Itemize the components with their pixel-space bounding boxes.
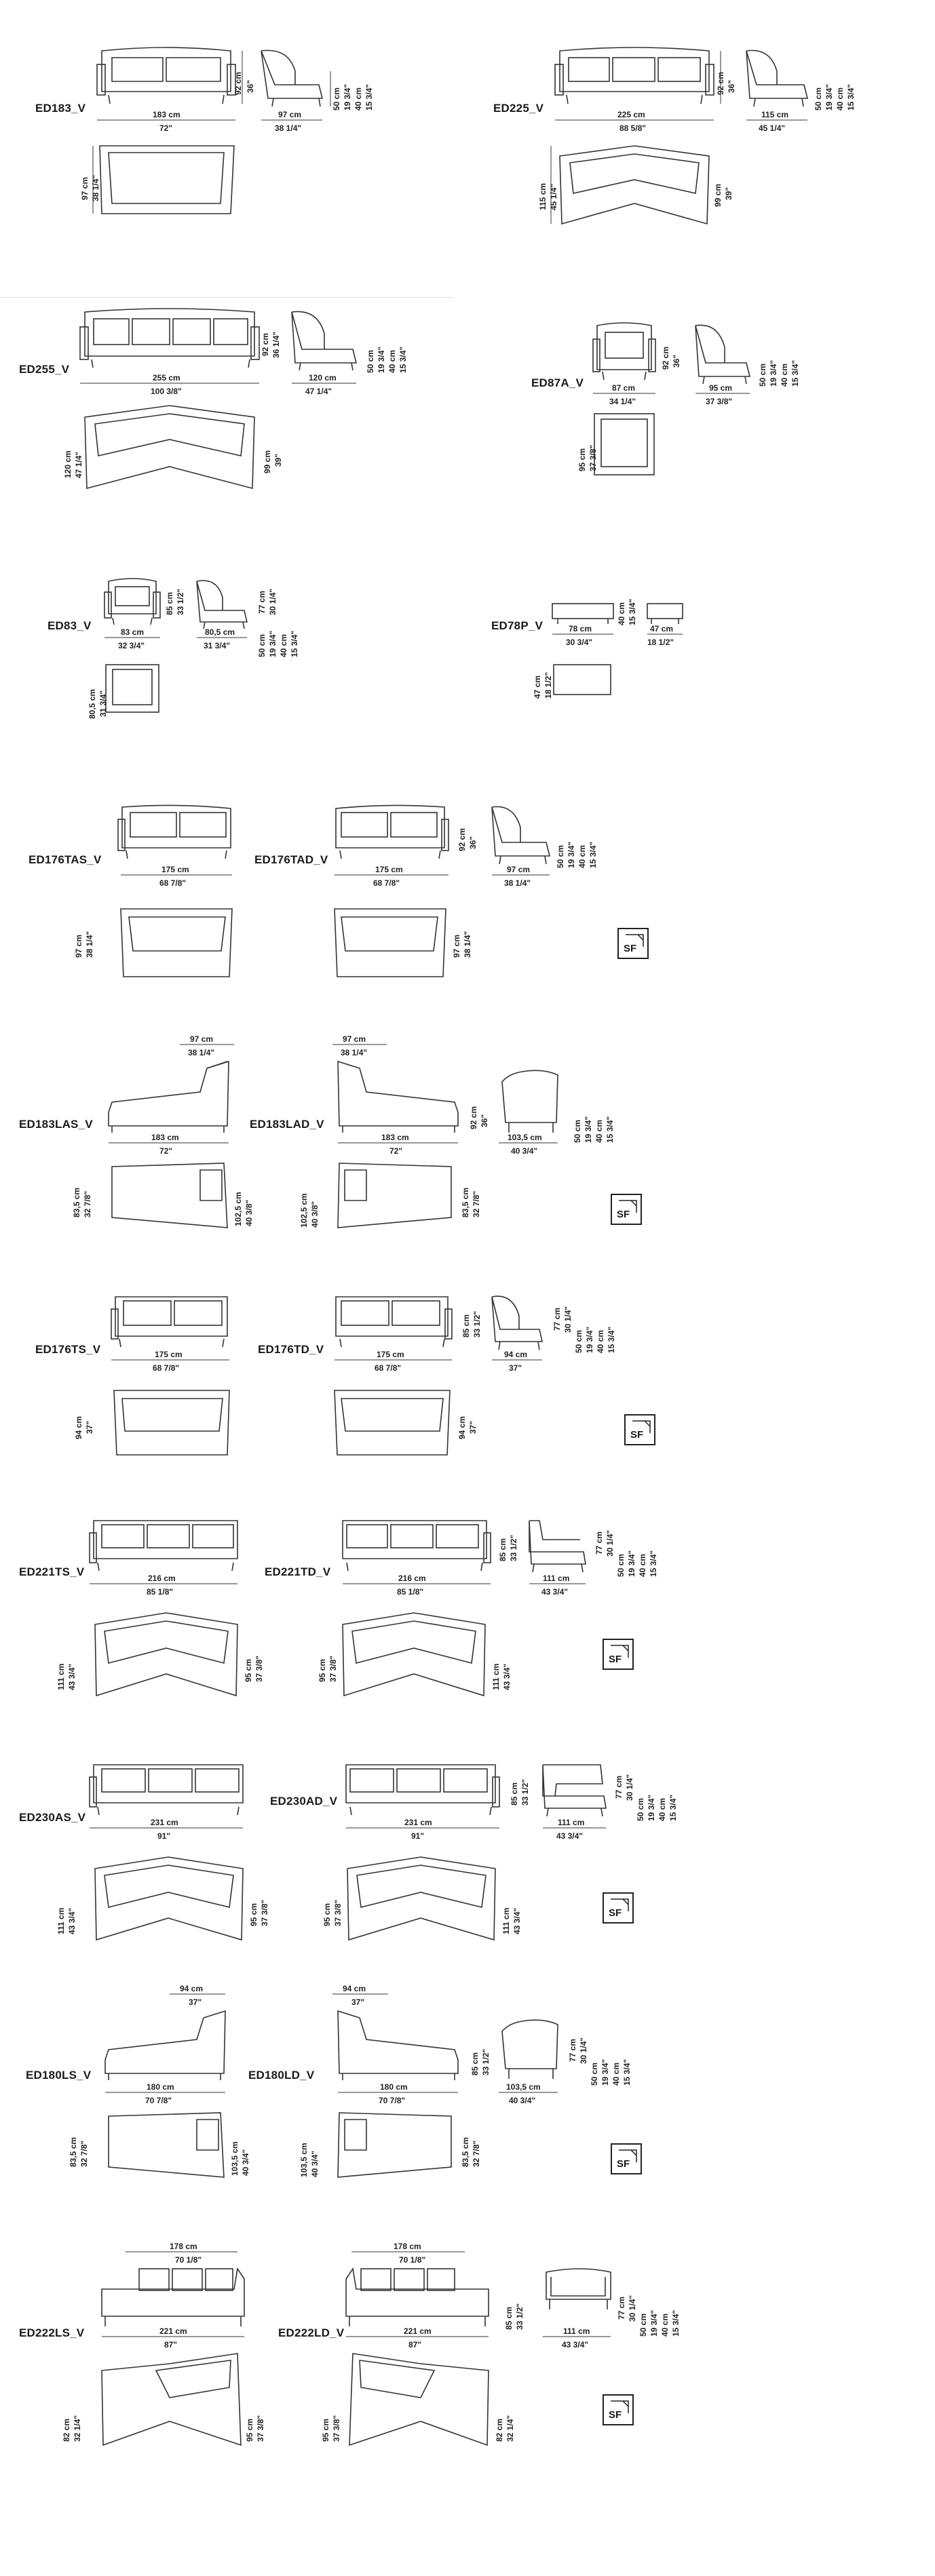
arm-height-cm: 40 cm [835,87,845,111]
seat-height-cm: 50 cm [556,844,565,868]
height-cm: 85 cm [498,1538,508,1561]
seat-height-in: 19 3/4" [649,2309,659,2337]
plan-depth2-cm: 95 cm [244,1658,253,1682]
width-in: 100 3/8" [151,387,182,396]
plan-depth2-cm: 111 cm [491,1663,501,1690]
plan-depth-cm: 97 cm [452,934,461,958]
arm-height-cm: 40 cm [279,633,288,657]
arm-height-in: 15 3/4" [607,1326,616,1353]
ed176tdv-drawing [329,1289,648,1465]
plan-depth1-cm: 120 cm [63,450,73,478]
depth-in: 38 1/4" [275,123,302,133]
seat-height-in: 19 3/4" [585,1326,594,1353]
model-code: ED225_V [493,102,544,115]
plan-depth2-cm: 82 cm [495,2418,504,2442]
plan-depth1-in: 45 1/4" [549,183,558,210]
plan-depth1-cm: 102,5 cm [299,1193,309,1228]
seat-height-in: 19 3/4" [567,841,576,868]
top-width-in: 38 1/4" [188,1048,215,1057]
model-code: ED183_V [35,102,86,115]
width-cm: 255 cm [153,373,180,383]
model-code: ED176TAD_V [254,853,328,866]
height-in: 33 1/2" [515,2303,524,2330]
depth-cm: 97 cm [278,110,302,119]
model-code: ED176TS_V [35,1343,101,1356]
height-cm: 92 cm [469,1106,478,1129]
plan-depth2-in: 40 3/4" [241,2149,250,2176]
plan-depth-in: 38 1/4" [85,931,94,958]
plan-depth1-in: 37 3/8" [333,1899,343,1926]
depth-cm: 47 cm [650,624,674,633]
plan-depth2-cm: 103,5 cm [230,2141,240,2176]
model-code: ED180LD_V [248,2069,315,2082]
depth-in: 47 1/4" [305,387,332,396]
width-in: 87" [408,2340,422,2349]
depth-in: 38 1/4" [504,878,531,888]
ed83v-drawing [88,573,373,736]
seat-height-cm: 50 cm [366,349,375,373]
sf-icon: SF [603,1892,634,1924]
model-code: ED222LS_V [19,2326,85,2339]
plan-depth1-in: 43 3/4" [67,1907,77,1934]
back-height-in: 30 1/4" [625,1774,634,1801]
plan-depth2-cm: 102,5 cm [233,1192,243,1226]
sf-icon: SF [603,2394,634,2425]
arm-height-in: 15 3/4" [668,1794,678,1821]
arm-height-in: 15 3/4" [290,630,299,657]
plan-depth2-cm: 83,5 cm [461,1187,470,1217]
ed180lsv-drawing [68,1984,250,2187]
height-in: 36" [672,354,681,368]
model-code: ED221TD_V [265,1565,331,1578]
seat-height-in: 19 3/4" [769,359,778,387]
top-width-cm: 94 cm [343,1984,366,1993]
seat-height-in: 19 3/4" [824,83,834,111]
seat-height-in: 19 3/4" [377,346,386,373]
ed183v-drawing [80,44,431,234]
ed176tasv-drawing [74,800,237,977]
height-cm: 85 cm [510,1782,519,1806]
arm-height-cm: 40 cm [660,2313,670,2337]
seat-height-cm: 50 cm [814,87,823,111]
height-in: 36" [246,79,255,93]
arm-height-cm: 40 cm [780,363,789,387]
ed87av-drawing [577,319,848,495]
height-cm: 92 cm [661,346,670,370]
plan-depth2-in: 39" [724,187,733,200]
width-in: 68 7/8" [375,1363,402,1373]
width-cm: 231 cm [151,1818,178,1827]
height-cm: 92 cm [233,71,243,95]
depth-in: 40 3/4" [511,1146,538,1156]
back-height-in: 30 1/4" [268,588,278,615]
width-cm: 183 cm [151,1133,179,1142]
width-in: 68 7/8" [153,1363,180,1373]
plan-depth-cm: 95 cm [577,448,587,471]
plan-depth2-in: 32 7/8" [472,2140,481,2167]
back-height-in: 30 1/4" [563,1306,573,1333]
back-height-cm: 77 cm [568,2038,577,2062]
plan-depth1-cm: 95 cm [318,1658,327,1682]
ed176tadv-drawing [329,800,641,977]
seat-height-cm: 50 cm [332,87,341,111]
sf-icon: SF [611,1194,642,1225]
model-code: ED230AS_V [19,1811,86,1824]
plan-depth2-cm: 99 cm [263,450,272,473]
plan-depth-in: 31 3/4" [98,690,108,717]
back-height-cm: 77 cm [617,2296,626,2320]
plan-depth2-in: 37 3/8" [254,1655,264,1682]
height-in: 36" [480,1114,489,1127]
section-divider [0,297,453,298]
depth-cm: 95 cm [709,383,733,393]
model-code: ED78P_V [491,619,543,632]
width-cm: 175 cm [377,1350,404,1359]
plan-depth-cm: 80,5 cm [88,688,97,719]
width-in: 30 3/4" [566,638,593,647]
width-cm: 231 cm [404,1818,432,1827]
plan-depth2-in: 37 3/8" [260,1899,269,1926]
width-cm: 221 cm [404,2326,432,2336]
depth-in: 43 3/4" [556,1831,584,1841]
plan-depth-in: 38 1/4" [463,931,472,958]
plan-depth2-in: 43 3/4" [502,1663,512,1690]
back-height-cm: 77 cm [257,590,267,614]
model-code: ED176TD_V [258,1343,324,1356]
plan-depth1-cm: 83,5 cm [72,1187,81,1217]
sf-icon: SF [617,928,649,959]
width-in: 68 7/8" [373,878,400,888]
plan-depth2-in: 40 3/8" [244,1199,254,1226]
ed78pv-drawing [533,597,752,719]
height-cm: 85 cm [504,2306,514,2330]
model-code: ED83_V [47,619,92,632]
width-cm: 221 cm [159,2326,187,2336]
seat-height-cm: 50 cm [636,1797,645,1821]
plan-depth1-in: 37 3/8" [332,2415,341,2442]
top-width-cm: 178 cm [170,2242,197,2251]
model-code: ED255_V [19,363,70,376]
width-cm: 180 cm [147,2082,174,2092]
depth-cm: 120 cm [309,373,337,383]
width-cm: 175 cm [375,865,403,874]
plan-depth-cm: 97 cm [74,934,83,958]
depth-in: 18 1/2" [647,638,674,647]
plan-depth1-cm: 82 cm [62,2418,71,2442]
height-in: 33 1/2" [481,2048,491,2075]
top-width-in: 70 1/8" [175,2255,202,2265]
arm-height-in: 15 3/4" [605,1116,615,1143]
depth-in: 37 3/8" [706,397,733,406]
arm-height-cm: 40 cm [577,844,587,868]
depth-cm: 80,5 cm [205,627,235,637]
plan-depth1-cm: 83,5 cm [69,2136,78,2167]
arm-height-cm: 40 cm [594,1119,604,1143]
depth-in: 43 3/4" [541,1587,569,1597]
seat-height-cm: 50 cm [257,633,267,657]
width-cm: 225 cm [617,110,645,119]
ed230adv-drawing [322,1757,692,1947]
plan-depth2-cm: 83,5 cm [461,2136,470,2167]
back-height-in: 30 1/4" [579,2037,588,2064]
height-cm: 92 cm [261,332,270,356]
width-in: 85 1/8" [397,1587,424,1597]
top-width-in: 38 1/4" [341,1048,368,1057]
seat-height-in: 19 3/4" [647,1794,656,1821]
top-width-cm: 97 cm [190,1034,214,1044]
ed221tsv-drawing [56,1513,265,1702]
plan-depth-in: 37" [85,1420,94,1434]
top-width-cm: 97 cm [343,1034,366,1044]
plan-depth1-in: 32 1/4" [73,2415,82,2442]
plan-depth-cm: 94 cm [457,1416,467,1439]
width-in: 85 1/8" [147,1587,174,1597]
width-cm: 183 cm [381,1133,409,1142]
top-width-cm: 178 cm [394,2242,421,2251]
plan-depth1-cm: 95 cm [321,2418,330,2442]
height-in: 33 1/2" [520,1778,530,1806]
top-width-in: 37" [351,1997,365,2007]
model-code: ED222LD_V [278,2326,345,2339]
plan-depth1-cm: 115 cm [538,182,548,210]
back-height-in: 30 1/4" [605,1529,615,1557]
ed255v-drawing [63,305,427,502]
height-cm: 85 cm [461,1314,471,1338]
width-cm: 83 cm [121,627,145,637]
model-code: ED87A_V [531,376,584,389]
model-code: ED183LAD_V [250,1118,324,1131]
plan-depth1-in: 32 7/8" [83,1190,92,1217]
plan-depth-cm: 47 cm [533,675,542,699]
width-in: 68 7/8" [159,878,187,888]
height-in: 15 3/4" [628,598,637,625]
ed225v-drawing [538,44,902,234]
arm-height-cm: 40 cm [611,2062,621,2086]
height-cm: 85 cm [165,591,174,615]
width-cm: 78 cm [569,624,592,633]
seat-height-cm: 50 cm [638,2313,648,2337]
depth-in: 31 3/4" [204,641,231,650]
plan-depth-in: 37" [468,1420,478,1434]
plan-depth2-in: 37 3/8" [256,2415,265,2442]
arm-height-in: 15 3/4" [790,359,800,387]
back-height-cm: 77 cm [614,1775,624,1799]
plan-depth1-cm: 103,5 cm [299,2143,309,2177]
plan-depth1-in: 43 3/4" [67,1663,77,1690]
height-cm: 40 cm [617,602,626,625]
depth-cm: 115 cm [761,110,789,119]
width-cm: 87 cm [612,383,636,393]
depth-cm: 103,5 cm [508,1133,542,1142]
seat-height-in: 19 3/4" [627,1550,636,1577]
top-width-in: 70 1/8" [399,2255,426,2265]
plan-depth2-in: 32 7/8" [472,1190,481,1217]
top-width-cm: 94 cm [180,1984,204,1993]
width-in: 72" [159,1146,173,1156]
seat-height-cm: 50 cm [590,2062,599,2086]
depth-in: 37" [509,1363,522,1373]
sf-icon: SF [603,1639,634,1670]
height-in: 33 1/2" [509,1534,518,1561]
sf-icon: SF [624,1414,655,1445]
seat-height-cm: 50 cm [758,363,767,387]
sf-icon: SF [611,2143,642,2174]
plan-depth2-in: 39" [273,453,283,467]
arm-height-cm: 40 cm [387,349,397,373]
arm-height-in: 15 3/4" [671,2309,681,2337]
arm-height-in: 15 3/4" [649,1550,658,1577]
height-in: 36" [727,79,736,93]
depth-cm: 111 cm [563,2326,590,2336]
seat-height-in: 19 3/4" [343,83,352,111]
seat-height-in: 19 3/4" [600,2058,610,2086]
width-cm: 216 cm [398,1574,426,1583]
width-in: 87" [164,2340,178,2349]
arm-height-in: 15 3/4" [622,2058,632,2086]
height-in: 36" [468,836,478,849]
back-height-cm: 77 cm [594,1531,604,1555]
plan-depth1-cm: 111 cm [56,1663,66,1690]
width-cm: 216 cm [148,1574,176,1583]
plan-depth2-in: 32 1/4" [505,2415,515,2442]
depth-cm: 111 cm [558,1818,585,1827]
height-cm: 92 cm [716,71,725,95]
ed183lasv-drawing [71,1034,254,1238]
seat-height-in: 19 3/4" [584,1116,593,1143]
depth-cm: 111 cm [543,1574,570,1583]
depth-cm: 97 cm [507,865,531,874]
height-in: 36 1/4" [271,331,281,358]
depth-cm: 94 cm [504,1350,528,1359]
depth-in: 40 3/4" [509,2096,536,2105]
arm-height-cm: 40 cm [596,1329,605,1353]
model-code: ED230AD_V [270,1795,338,1808]
back-height-in: 30 1/4" [628,2295,637,2322]
width-cm: 180 cm [380,2082,408,2092]
arm-height-in: 15 3/4" [364,83,374,111]
ed183ladv-drawing [299,1034,658,1238]
plan-depth1-cm: 111 cm [56,1907,66,1934]
plan-depth2-cm: 99 cm [713,183,723,207]
model-code: ED180LS_V [26,2069,92,2082]
ed221tdv-drawing [318,1513,675,1702]
top-width-in: 37" [189,1997,202,2007]
plan-depth-cm: 94 cm [74,1416,83,1439]
width-cm: 183 cm [153,110,180,119]
ed222lsv-drawing [62,2242,265,2459]
depth-in: 43 3/4" [562,2340,589,2349]
plan-depth2-cm: 95 cm [249,1902,259,1926]
plan-depth1-in: 47 1/4" [74,451,83,478]
width-in: 70 7/8" [145,2096,172,2105]
arm-height-cm: 40 cm [657,1797,667,1821]
plan-depth-in: 37 3/8" [588,444,598,471]
width-in: 91" [411,1831,425,1841]
plan-depth2-in: 43 3/4" [512,1907,522,1934]
plan-depth1-cm: 95 cm [322,1902,332,1926]
plan-depth1-in: 37 3/8" [328,1655,338,1682]
width-cm: 175 cm [161,865,189,874]
model-code: ED176TAS_V [28,853,102,866]
plan-depth1-in: 40 3/4" [310,2150,320,2177]
height-cm: 92 cm [457,827,467,851]
width-in: 72" [389,1146,403,1156]
depth-in: 45 1/4" [759,123,786,133]
width-in: 91" [157,1831,171,1841]
ed230asv-drawing [56,1757,271,1947]
seat-height-cm: 50 cm [616,1553,626,1577]
width-in: 88 5/8" [619,123,647,133]
plan-depth2-cm: 111 cm [501,1907,511,1934]
arm-height-cm: 40 cm [638,1553,647,1577]
depth-cm: 103,5 cm [506,2082,541,2092]
plan-depth1-in: 32 7/8" [79,2140,89,2167]
arm-height-in: 15 3/4" [588,841,598,868]
model-code: ED221TS_V [19,1565,85,1578]
width-in: 70 7/8" [379,2096,406,2105]
model-code: ED183LAS_V [19,1118,93,1131]
seat-height-in: 19 3/4" [268,630,278,657]
arm-height-cm: 40 cm [354,87,363,111]
width-in: 34 1/4" [609,397,636,406]
height-in: 33 1/2" [472,1310,482,1338]
width-in: 32 3/4" [118,641,145,650]
height-in: 33 1/2" [176,588,185,615]
ed176tsv-drawing [74,1289,244,1465]
arm-height-in: 15 3/4" [398,346,408,373]
plan-depth-in: 38 1/4" [91,174,100,201]
arm-height-in: 15 3/4" [846,83,856,111]
plan-depth-in: 18 1/2" [543,671,553,699]
back-height-cm: 77 cm [552,1307,562,1331]
width-cm: 175 cm [155,1350,183,1359]
width-in: 72" [159,123,173,133]
plan-depth-cm: 97 cm [80,176,90,200]
height-cm: 85 cm [470,2052,480,2075]
seat-height-cm: 50 cm [574,1329,584,1353]
plan-depth2-cm: 95 cm [245,2418,254,2442]
seat-height-cm: 50 cm [573,1119,582,1143]
plan-depth1-in: 40 3/8" [310,1201,320,1228]
